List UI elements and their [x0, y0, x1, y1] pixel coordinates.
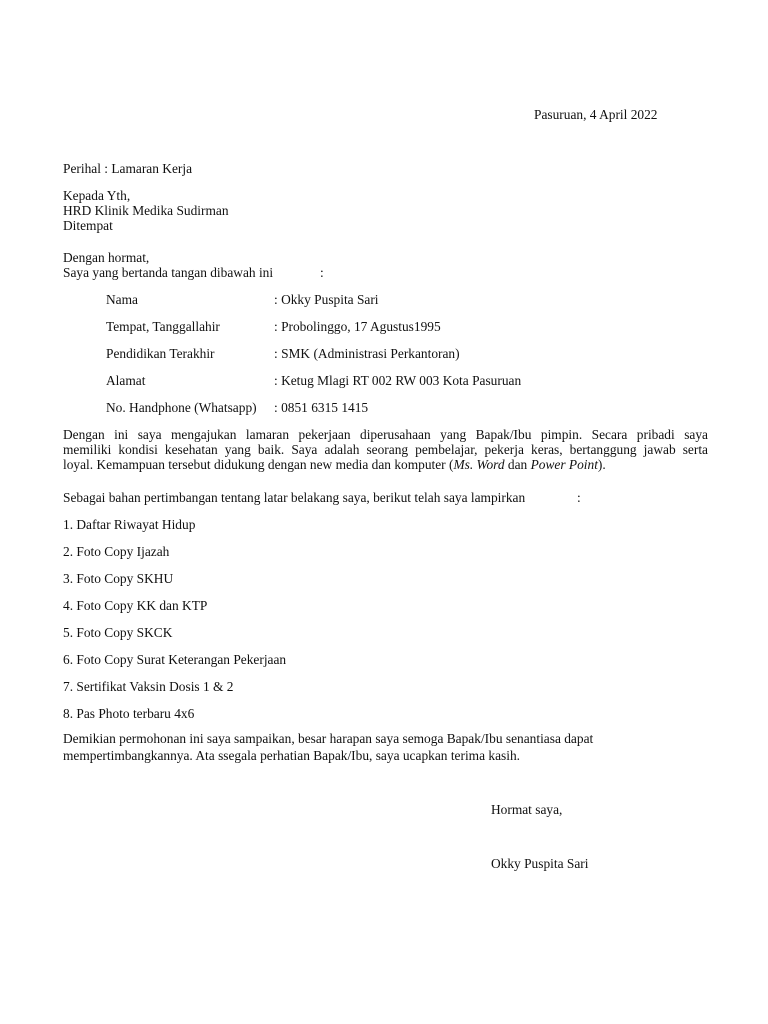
letter-subject: Perihal : Lamaran Kerja — [63, 161, 193, 176]
identity-label: Nama — [106, 292, 138, 307]
body-line — [63, 457, 708, 472]
signer-name: Okky Puspita Sari — [491, 856, 589, 871]
attachments-intro-text: Sebagai bahan pertimbangan tentang latar belakang saya, berikut telah saya lampirkan — [63, 490, 526, 505]
power-point-text: Power Point — [530, 457, 598, 472]
identity-value: : Ketug Mlagi RT 002 RW 003 Kota Pasuruan — [274, 373, 522, 388]
attachment-item: 2. Foto Copy Ijazah — [63, 544, 170, 559]
identity-value: : Okky Puspita Sari — [274, 292, 379, 307]
attachment-item: 1. Daftar Riwayat Hidup — [63, 517, 196, 532]
identity-label: No. Handphone (Whatsapp) — [106, 400, 257, 415]
letter-date: Pasuruan, 4 April 2022 — [534, 107, 658, 122]
intro-colon: : — [320, 265, 324, 280]
ms-word-text: Ms. Word — [453, 457, 505, 472]
attachment-item: 8. Pas Photo terbaru 4x6 — [63, 706, 195, 721]
attachment-item: 7. Sertifikat Vaksin Dosis 1 & 2 — [63, 679, 234, 694]
salutation: Dengan hormat, — [63, 250, 150, 265]
closing-line: Demikian permohonan ini saya sampaikan, besar harapan saya semoga Bapak/Ibu senantiasa dapat — [63, 731, 594, 746]
attachments-intro-colon: : — [577, 490, 581, 505]
attachment-item: 3. Foto Copy SKHU — [63, 571, 174, 586]
attachments-intro — [63, 490, 581, 505]
closing-paragraph — [63, 731, 593, 765]
body-line-text: loyal. Kemampuan tersebut didukung dengan new media dan komputer ( — [63, 457, 454, 472]
intro-text: Saya yang bertanda tangan dibawah ini — [63, 265, 274, 280]
intro-line — [63, 265, 324, 280]
sign-off: Hormat saya, — [491, 802, 563, 817]
recipient-line: Kepada Yth, — [63, 188, 131, 203]
body-paragraph — [63, 427, 708, 472]
body-line: memiliki kondisi kesehatan yang baik. Saya adalah seorang pembelajar, pekerja keras, bertanggung jawab serta — [63, 442, 708, 457]
attachment-item: 4. Foto Copy KK dan KTP — [63, 598, 208, 613]
body-end-text: ). — [597, 457, 606, 472]
body-line: Dengan ini saya mengajukan lamaran pekerjaan diperusahaan yang Bapak/Ibu pimpin. Secara pribadi saya — [63, 427, 708, 442]
identity-value: : SMK (Administrasi Perkantoran) — [274, 346, 460, 361]
identity-label: Pendidikan Terakhir — [106, 346, 215, 361]
recipient-line: Ditempat — [63, 218, 113, 233]
body-dan-text: dan — [504, 457, 531, 472]
closing-line: mempertimbangkannya. Ata ssegala perhatian Bapak/Ibu, saya ucapkan terima kasih. — [63, 748, 520, 763]
identity-label: Tempat, Tanggallahir — [106, 319, 220, 334]
identity-value: : Probolinggo, 17 Agustus1995 — [274, 319, 441, 334]
recipient-block — [63, 188, 229, 233]
recipient-line: HRD Klinik Medika Sudirman — [63, 203, 229, 218]
identity-label: Alamat — [106, 373, 146, 388]
identity-value: : 0851 6315 1415 — [274, 400, 369, 415]
attachment-item: 6. Foto Copy Surat Keterangan Pekerjaan — [63, 652, 287, 667]
attachment-item: 5. Foto Copy SKCK — [63, 625, 173, 640]
